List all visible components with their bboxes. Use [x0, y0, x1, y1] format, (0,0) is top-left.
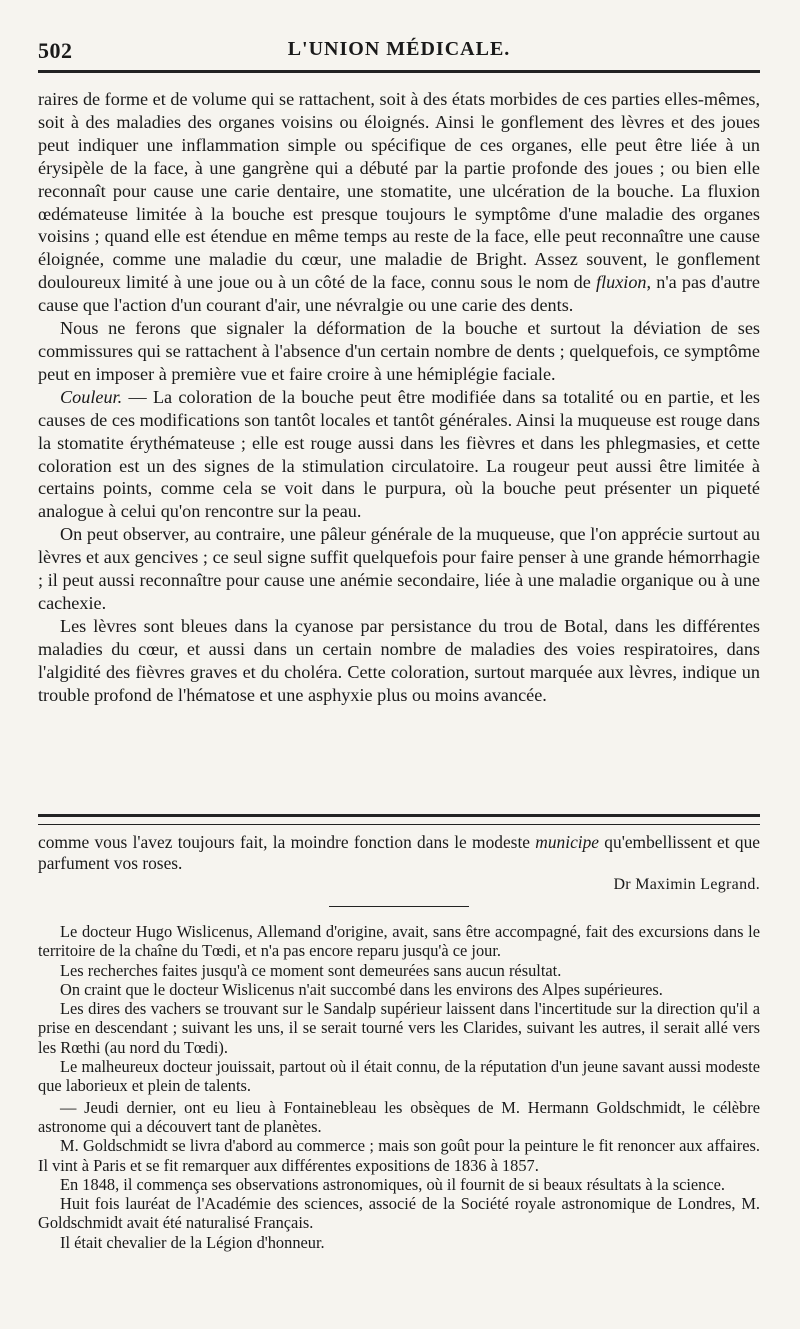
- news-paragraph: Les dires des vachers se trouvant sur le Sandalp supérieur laissent dans l'incertitude sur la direction qu'il a prise en descendant ; suivant les uns, il se serait tourné vers les Clarides, suivant les autres, il serait allé vers les Rœthi (au nord du Tœdi).: [38, 999, 760, 1057]
- page-header: [38, 34, 760, 64]
- paragraph-5: Les lèvres sont bleues dans la cyanose par persistance du trou de Botal, dans les différentes maladies du cœur, et aussi dans un certain nombre de maladies des voies respiratoires, dans l'algidité des fièvres graves et du choléra. Cette coloration, surtout marquée aux lèvres, indique un trouble profond de l'hématose et une asphyxie plus ou moins avancée.: [38, 615, 760, 705]
- main-article: [38, 88, 760, 706]
- author-signature: Dr Maximin Legrand.: [613, 876, 760, 893]
- short-divider: [329, 906, 469, 907]
- news-paragraph: Le docteur Hugo Wislicenus, Allemand d'origine, avait, sans être accompagné, fait des excursions dans le territoire de la chaîne du Tœdi, et n'a pas encore reparu jusqu'à ce jour.: [38, 922, 760, 961]
- feuilleton-text-start: comme vous l'avez toujours fait, la moindre fonction dans le modeste: [38, 832, 536, 852]
- news-paragraph: Le malheureux docteur jouissait, partout où il était connu, de la réputation d'un jeune savant aussi modeste que laborieux et plein de talents.: [38, 1057, 760, 1096]
- feuilleton-text: [38, 832, 760, 873]
- feuilleton-text-end: qu'embellissent et que parfument vos roses.: [38, 832, 760, 873]
- paragraph-3-text: — La coloration de la bouche peut être modifiée dans sa totalité ou en partie, et les causes de ces modifications son tantôt locales et tantôt générales. Ainsi la muqueuse est rouge dans la stomatite érythémateuse ; elle est rouge aussi dans les fièvres et dans les phlegmasies, et cette coloration est un des signes de la stimulation circulatoire. La rougeur peut aussi être limitée à certains points, comme cela se voit dans le purpura, où la bouche peut présenter un piqueté analogue à celui qu'on rencontre sur la peau.: [38, 386, 760, 522]
- section-heading-couleur: Couleur.: [60, 386, 123, 407]
- paragraph-1-end: , n'a pas d'autre cause que l'action d'un courant d'air, une névralgie ou une carie des dents.: [38, 272, 760, 316]
- term-municipe: municipe: [535, 832, 600, 852]
- news-paragraph: On craint que le docteur Wislicenus n'ait succombé dans les environs des Alpes supérieures.: [60, 979, 663, 999]
- feuilleton-column: [38, 832, 760, 907]
- news-paragraph: Les recherches faites jusqu'à ce moment sont demeurées sans aucun résultat.: [60, 960, 562, 980]
- section-divider: [38, 814, 760, 825]
- news-paragraph: — Jeudi dernier, ont eu lieu à Fontainebleau les obsèques de M. Hermann Goldschmidt, le célèbre astronome qui a découvert tant de planètes.: [38, 1097, 760, 1136]
- news-paragraph: Huit fois lauréat de l'Académie des sciences, associé de la Société royale astronomique de Londres, M. Goldschmidt avait été naturalisé Français.: [38, 1194, 760, 1233]
- news-paragraph: M. Goldschmidt se livra d'abord au commerce ; mais son goût pour la peinture le fit renoncer aux affaires. Il vint à Paris et se fit remarquer aux différentes expositions de 1836 à 1857.: [38, 1136, 760, 1175]
- paragraph-2: Nous ne ferons que signaler la déformation de la bouche et surtout la déviation de ses commissures qui se rattachent à l'absence d'un certain nombre de dents ; quelquefois, ce symptôme peut en imposer à première vue et faire croire à une hémiplégie faciale.: [38, 318, 760, 384]
- news-paragraph: Il était chevalier de la Légion d'honneur.: [60, 1232, 325, 1252]
- news-items: [38, 922, 760, 1252]
- paragraph-1-text: raires de forme et de volume qui se rattachent, soit à des états morbides de ces parties elles-mêmes, soit à des maladies des organes voisins ou éloignés. Ainsi le gonflement des lèvres et des joues peut indiquer une inflammation simple ou spécifique de ces organes, elle peut être liée à un érysipèle de la face, à une gangrène qui a débuté par la partie profonde des joues ; ou bien elle reconnaît pour cause une carie dentaire, une stomatite, une ulcération de la bouche. La fluxion œdémateuse limitée à la bouche est presque toujours le symptôme d'une maladie des organes voisins ; quand elle est étendue en même temps au reste de la face, elle peut reconnaître une cause éloignée, comme une maladie du cœur, une maladie de Bright. Assez souvent, le gonflement douloureux limité à une joue ou à un côté de la face, connu sous le nom de: [38, 89, 760, 293]
- news-paragraph: En 1848, il commença ses observations astronomiques, où il fournit de si beaux résultats à la science.: [60, 1174, 726, 1194]
- paragraph-1: [38, 88, 760, 317]
- running-title: L'UNION MÉDICALE.: [287, 38, 511, 60]
- page-number: 502: [38, 38, 73, 63]
- paragraph-3: [38, 386, 760, 523]
- header-rule: [38, 70, 760, 73]
- paragraph-4: On peut observer, au contraire, une pâleur générale de la muqueuse, que l'on apprécie surtout au lèvres et aux gencives ; ce seul signe suffit quelquefois pour faire penser à une grande hémorrhagie ; il peut aussi reconnaître pour cause une anémie secondaire, liée à une maladie organique ou à une cachexie.: [38, 524, 760, 613]
- term-fluxion: fluxion: [596, 272, 647, 293]
